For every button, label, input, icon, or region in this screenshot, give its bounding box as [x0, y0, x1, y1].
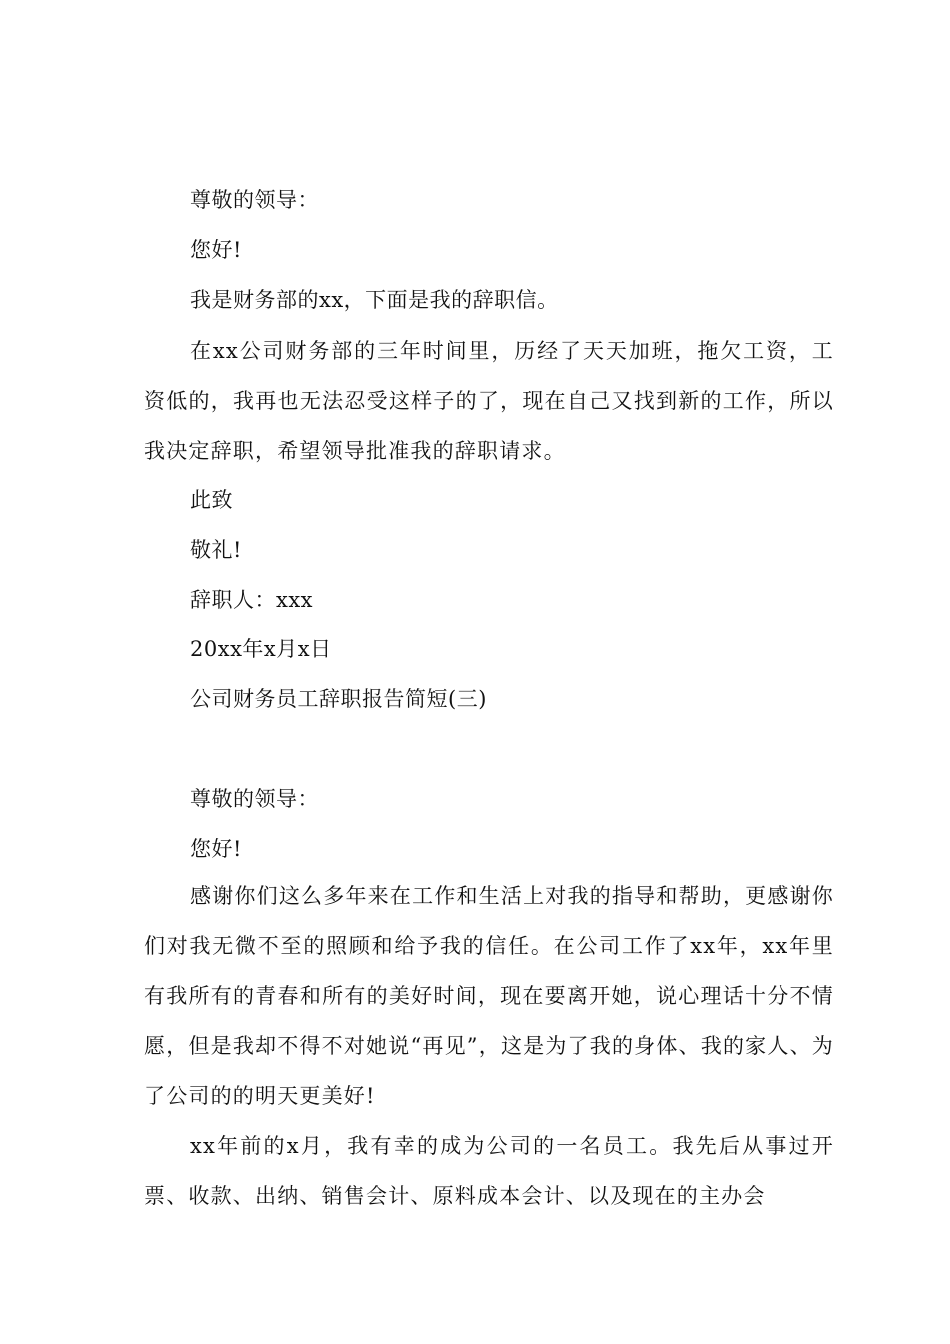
section-title: 公司财务员工辞职报告简短(三)	[190, 687, 487, 711]
body-paragraph-3: xx年前的x月，我有幸的成为公司的一名员工。我先后从事过开票、收款、出纳、销售会计、原料成本会计、以及现在的主办会	[144, 1134, 834, 1208]
closing-line: 此致	[190, 488, 233, 512]
date: 20xx年x月x日	[190, 637, 332, 661]
closing-salute: 敬礼!	[190, 538, 242, 562]
intro-line: 我是财务部的xx，下面是我的辞职信。	[190, 288, 559, 312]
body-paragraph: 在xx公司财务部的三年时间里，历经了天天加班，拖欠工资，工资低的，我再也无法忍受这样子的了，现在自己又找到新的工作，所以我决定辞职，希望领导批准我的辞职请求。	[144, 339, 834, 463]
signature: 辞职人：xxx	[190, 588, 314, 612]
greeting: 您好!	[190, 238, 242, 262]
greeting-2: 您好!	[190, 837, 242, 861]
salutation: 尊敬的领导：	[190, 188, 319, 212]
salutation-2: 尊敬的领导：	[190, 787, 319, 811]
body-paragraph-2: 感谢你们这么多年来在工作和生活上对我的指导和帮助，更感谢你们对我无微不至的照顾和给予我的信任。在公司工作了xx年，xx年里有我所有的青春和所有的美好时间，现在要离开她，说心理话十分不情愿，但是我却不得不对她说“再见”，这是为了我的身体、我的家人、为了公司的的明天更美好!	[144, 884, 834, 1108]
